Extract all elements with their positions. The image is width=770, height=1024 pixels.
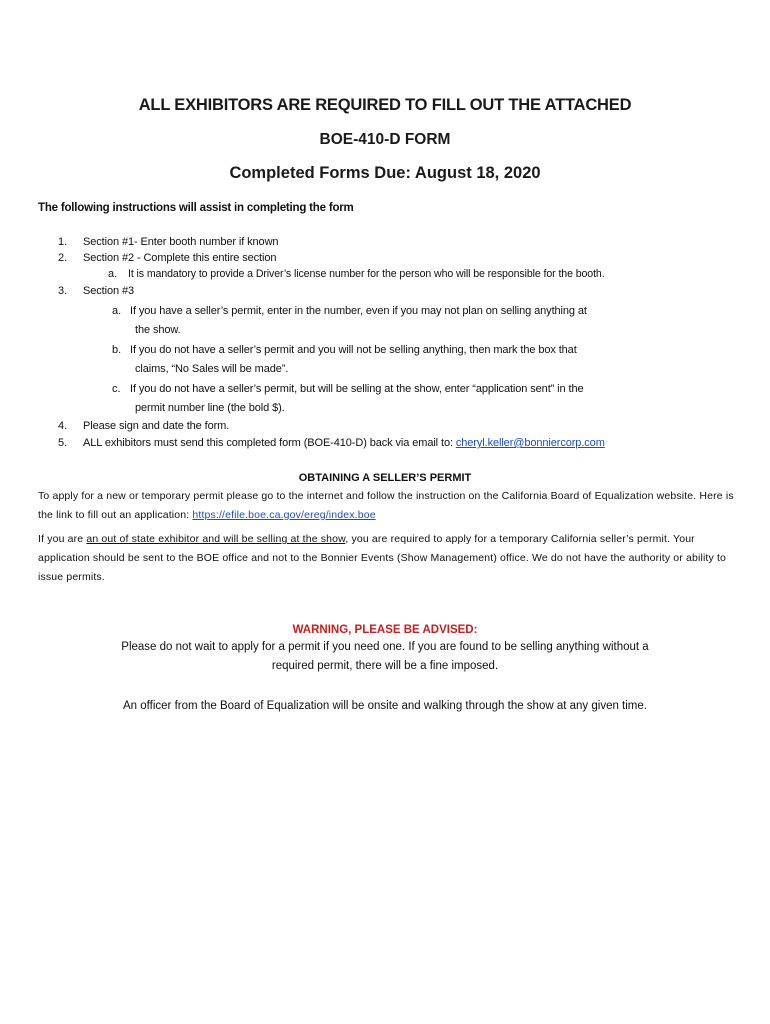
warning-line-2: required permit, there will be a fine imposed. bbox=[271, 660, 499, 672]
email-link[interactable]: cheryl.keller@bonniercorp.com bbox=[455, 437, 605, 449]
list-number: 4. bbox=[58, 420, 68, 432]
title-line-2: BOE-410-D FORM bbox=[319, 131, 451, 148]
instruction-item-3b-line1: If you do not have a seller’s permit and you will not be selling anything, then mark the box that bbox=[130, 344, 577, 356]
instruction-item-3: Section #3 bbox=[83, 285, 134, 297]
instruction-item-5 bbox=[83, 437, 605, 449]
list-letter: a. bbox=[108, 268, 118, 280]
list-letter: a. bbox=[112, 305, 122, 317]
list-number: 1. bbox=[58, 236, 68, 248]
warning-line-1: Please do not wait to apply for a permit if you need one. If you are found to be selling anything without a bbox=[121, 641, 649, 653]
instruction-item-2: Section #2 - Complete this entire section bbox=[83, 252, 277, 264]
section-heading-sellers-permit: OBTAINING A SELLER’S PERMIT bbox=[298, 472, 472, 484]
warning-heading: WARNING, PLEASE BE ADVISED: bbox=[292, 624, 478, 636]
instruction-item-2a: It is mandatory to provide a Driver’s license number for the person who will be responsible for the booth. bbox=[128, 268, 605, 280]
title-line-1: ALL EXHIBITORS ARE REQUIRED TO FILL OUT THE ATTACHED bbox=[138, 96, 632, 114]
list-letter: b. bbox=[112, 344, 122, 356]
instruction-item-3b-line2: claims, “No Sales will be made”. bbox=[135, 363, 289, 375]
instruction-item-3a-line2: the show. bbox=[135, 324, 181, 336]
list-number: 5. bbox=[58, 437, 68, 449]
officer-notice: An officer from the Board of Equalization will be onsite and walking through the show at any given time. bbox=[123, 700, 647, 712]
list-number: 2. bbox=[58, 252, 68, 264]
instruction-item-3a-line1: If you have a seller’s permit, enter in the number, even if you may not plan on selling anything at bbox=[130, 305, 587, 317]
permit-paragraph-2 bbox=[38, 530, 738, 587]
permit-paragraph-1-text: To apply for a new or temporary permit please go to the internet and follow the instruction on the California Board of Equalization website. Here is the link to fill out an application: bbox=[38, 490, 734, 521]
list-letter: c. bbox=[112, 383, 121, 395]
boe-application-link[interactable]: https://efile.boe.ca.gov/ereg/index.boe bbox=[192, 509, 376, 521]
instruction-item-3c-line2: permit number line (the bold $). bbox=[135, 402, 285, 414]
instruction-item-3c-line1: If you do not have a seller’s permit, but will be selling at the show, enter “application sent” in the bbox=[130, 383, 584, 395]
list-number: 3. bbox=[58, 285, 68, 297]
permit-paragraph-2-post: , you are required to apply for a temporary California seller’s permit. Your application should be sent to the BOE office and not to the Bonnier Events (Show Management) office. We do not have the authority or ability to issue permits. bbox=[38, 533, 727, 583]
permit-paragraph-2-emphasis: an out of state exhibitor and will be selling at the show bbox=[86, 533, 346, 545]
instruction-item-4: Please sign and date the form. bbox=[83, 420, 230, 432]
due-date-title: Completed Forms Due: August 18, 2020 bbox=[229, 164, 541, 182]
instruction-item-5-text: ALL exhibitors must send this completed form (BOE-410-D) back via email to: bbox=[83, 437, 456, 449]
instruction-item-1: Section #1- Enter booth number if known bbox=[83, 236, 279, 248]
permit-paragraph-2-pre: If you are bbox=[38, 533, 87, 545]
instructions-intro: The following instructions will assist in completing the form bbox=[38, 202, 354, 214]
permit-paragraph-1 bbox=[38, 487, 738, 525]
